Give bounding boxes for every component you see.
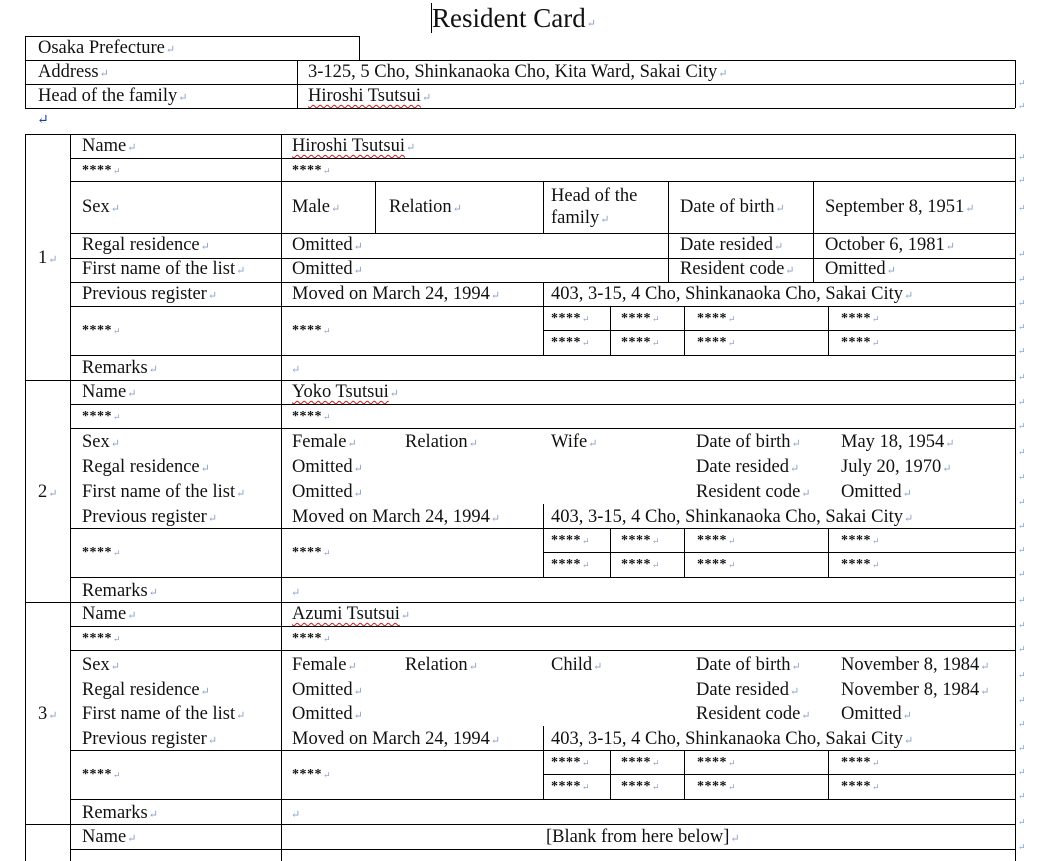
name-value: Yoko Tsutsui ↵ [292,381,399,405]
masked-field: **** ↵ [292,406,331,428]
regal-residence-label: Regal residence ↵ [82,234,210,258]
regal-residence-label: Regal residence ↵ [82,679,210,703]
masked-field: **** ↵ [292,160,331,182]
masked-field: **** ↵ [841,308,880,330]
remarks-label: Remarks ↵ [82,802,158,826]
masked-field: **** ↵ [551,308,590,330]
date-of-birth-label: Date of birth ↵ [696,431,801,455]
date-resided-value: November 8, 1984 ↵ [841,679,989,703]
moved-date: Moved on March 24, 1994 ↵ [292,506,500,530]
remarks-label: Remarks ↵ [82,580,158,604]
masked-field: **** ↵ [841,554,880,576]
person-index: 1 ↵ [38,247,57,271]
masked-field: **** ↵ [841,752,880,774]
first-name-of-list-label: First name of the list ↵ [82,481,245,505]
name-label: Name ↵ [82,826,136,850]
relation-label: Relation ↵ [405,431,478,455]
previous-address: 403, 3-15, 4 Cho, Shinkanaoka Cho, Sakai City ↵ [551,506,913,530]
blank-note: [Blank from here below] ↵ [546,826,740,850]
remarks-label: Remarks ↵ [82,357,158,381]
sex-value: Female ↵ [292,431,357,455]
person-index: 3 ↵ [38,703,57,727]
date-of-birth-label: Date of birth ↵ [696,654,801,678]
moved-date: Moved on March 24, 1994 ↵ [292,728,500,752]
masked-field: **** ↵ [82,160,121,182]
masked-field: **** ↵ [841,332,880,354]
masked-field: **** ↵ [551,332,590,354]
masked-field: **** ↵ [292,628,331,650]
masked-field: **** ↵ [82,406,121,428]
masked-field: **** ↵ [82,628,121,650]
name-value: Azumi Tsutsui ↵ [292,603,410,627]
moved-date: Moved on March 24, 1994 ↵ [292,283,500,307]
resident-code-value: Omitted ↵ [841,481,912,505]
sex-value: Male ↵ [292,196,340,220]
address-value: 3-125, 5 Cho, Shinkanaoka Cho, Kita Ward, Sakai City ↵ [308,61,727,85]
remarks-value [290,357,300,381]
masked-field: **** ↵ [697,776,736,798]
resident-code-value: Omitted ↵ [825,258,896,282]
date-of-birth-value: May 18, 1954 ↵ [841,431,955,455]
resident-code-label: Resident code ↵ [680,258,795,282]
date-resided-value: July 20, 1970 ↵ [841,456,951,480]
masked-field: **** ↵ [621,308,660,330]
first-name-of-list-value: Omitted ↵ [292,703,363,727]
previous-address: 403, 3-15, 4 Cho, Shinkanaoka Cho, Sakai City ↵ [551,728,913,752]
head-of-family-label: Head of the family ↵ [38,85,187,109]
date-of-birth-value: November 8, 1984 ↵ [841,654,989,678]
masked-field: **** ↵ [551,752,590,774]
first-name-of-list-value: Omitted ↵ [292,258,363,282]
regal-residence-label: Regal residence ↵ [82,456,210,480]
masked-field: **** ↵ [292,764,331,786]
relation-value: Child ↵ [551,654,602,678]
masked-field: **** ↵ [621,530,660,552]
previous-register-label: Previous register ↵ [82,728,217,752]
sex-label: Sex ↵ [82,431,120,455]
masked-field: **** ↵ [82,764,121,786]
relation-value: Wife ↵ [551,431,597,455]
resident-code-label: Resident code ↵ [696,481,811,505]
masked-field: **** ↵ [697,554,736,576]
relation-label: Relation ↵ [389,196,462,220]
previous-register-label: Previous register ↵ [82,283,217,307]
masked-field: **** ↵ [697,752,736,774]
masked-field: **** ↵ [551,554,590,576]
paragraph-mark: ↵ [37,113,49,128]
sex-value: Female ↵ [292,654,357,678]
masked-field: **** ↵ [292,542,331,564]
masked-field: **** ↵ [621,554,660,576]
remarks-value [290,580,300,604]
masked-field: **** ↵ [292,320,331,342]
previous-address: 403, 3-15, 4 Cho, Shinkanaoka Cho, Sakai City ↵ [551,283,913,307]
date-of-birth-value: September 8, 1951 ↵ [825,196,974,220]
masked-field: **** ↵ [82,542,121,564]
date-resided-label: Date resided ↵ [696,679,799,703]
date-resided-label: Date resided ↵ [696,456,799,480]
previous-register-label: Previous register ↵ [82,506,217,530]
masked-field: **** ↵ [551,530,590,552]
masked-field: **** ↵ [697,332,736,354]
regal-residence-value: Omitted ↵ [292,456,363,480]
date-resided-label: Date resided ↵ [680,234,783,258]
resident-code-value: Omitted ↵ [841,703,912,727]
relation-label: Relation ↵ [405,654,478,678]
name-label: Name ↵ [82,135,136,159]
person-index: 2 ↵ [38,481,57,505]
masked-field: **** ↵ [621,776,660,798]
resident-code-label: Resident code ↵ [696,703,811,727]
masked-field: **** ↵ [697,530,736,552]
masked-field: **** ↵ [841,530,880,552]
name-value: Hiroshi Tsutsui ↵ [292,135,415,159]
document-title: Resident Card ↵ [432,2,596,40]
first-name-of-list-label: First name of the list ↵ [82,703,245,727]
sex-label: Sex ↵ [82,196,120,220]
masked-field: **** ↵ [82,320,121,342]
date-resided-value: October 6, 1981 ↵ [825,234,955,258]
masked-field: **** ↵ [621,752,660,774]
first-name-of-list-label: First name of the list ↵ [82,258,245,282]
first-name-of-list-value: Omitted ↵ [292,481,363,505]
masked-field: **** ↵ [621,332,660,354]
name-label: Name ↵ [82,603,136,627]
masked-field: **** ↵ [697,308,736,330]
relation-value: Head of the family ↵ [551,185,663,231]
regal-residence-value: Omitted ↵ [292,679,363,703]
address-label: Address ↵ [38,61,109,85]
prefecture: Osaka Prefecture ↵ [38,37,175,61]
name-label: Name ↵ [82,381,136,405]
masked-field: **** ↵ [551,776,590,798]
regal-residence-value: Omitted ↵ [292,234,363,258]
head-of-family-value: Hiroshi Tsutsui ↵ [308,85,431,109]
masked-field: **** ↵ [841,776,880,798]
sex-label: Sex ↵ [82,654,120,678]
date-of-birth-label: Date of birth ↵ [680,196,785,220]
remarks-value [290,802,300,826]
